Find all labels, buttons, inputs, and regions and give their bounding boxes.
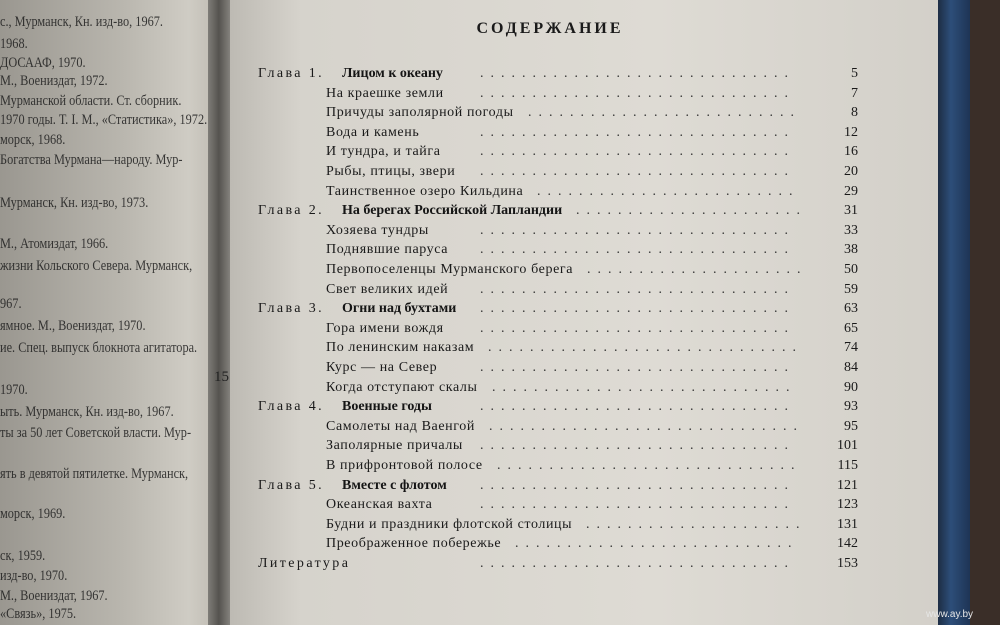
toc-section-row xyxy=(0,282,1000,302)
toc-section-row xyxy=(0,380,1000,400)
left-page-line: 1968. xyxy=(0,36,28,52)
left-page-line: ямное. М., Воениздат, 1970. xyxy=(0,318,146,334)
dot-leader: .............................. xyxy=(480,301,795,316)
page-number: 63 xyxy=(844,301,858,316)
section-title: Свет великих идей xyxy=(326,282,449,297)
page-number: 59 xyxy=(844,282,858,297)
chapter-title: Военные годы xyxy=(342,399,432,414)
page-number: 33 xyxy=(844,223,858,238)
chapter-label: Глава 5. xyxy=(258,478,325,493)
page-number: 121 xyxy=(837,478,858,493)
toc-section-row xyxy=(0,438,1000,458)
section-title: Когда отступают скалы xyxy=(326,380,478,395)
section-title: В прифронтовой полосе xyxy=(326,458,483,473)
page-number: 20 xyxy=(844,164,858,179)
dot-leader: ........................... xyxy=(515,536,799,551)
toc-chapter-row xyxy=(0,66,1000,86)
left-page-line: ыть. Мурманск, Кн. изд-во, 1967. xyxy=(0,404,174,420)
left-page-line: М., Воениздат, 1967. xyxy=(0,588,108,604)
page-number: 101 xyxy=(837,438,858,453)
section-title: Океанская вахта xyxy=(326,497,433,512)
left-page-line: «Связь», 1975. xyxy=(0,606,77,622)
section-title: Вода и камень xyxy=(326,125,420,140)
section-title: Рыбы, птицы, звери xyxy=(326,164,456,179)
dot-leader: .............................. xyxy=(480,86,795,101)
dot-leader: .............................. xyxy=(480,164,795,179)
toc-section-row xyxy=(0,497,1000,517)
chapter-label: Глава 4. xyxy=(258,399,325,414)
left-page-line: ДОСААФ, 1970. xyxy=(0,55,86,71)
page-number: 131 xyxy=(837,517,858,532)
dot-leader: ..................... xyxy=(587,262,808,277)
left-page-line: ие. Спец. выпуск блокнота агитатора. xyxy=(0,340,198,356)
dot-leader: .......................... xyxy=(528,105,801,120)
section-title: Первопоселенцы Мурманского берега xyxy=(326,262,574,277)
page-number: 84 xyxy=(844,360,858,375)
chapter-title: Лицом к океану xyxy=(342,66,443,81)
left-page-line: с., Мурманск, Кн. изд-во, 1967. xyxy=(0,14,163,30)
dot-leader: ..................... xyxy=(586,517,807,532)
toc-chapter-row xyxy=(0,203,1000,223)
dot-leader: .............................. xyxy=(480,223,795,238)
dot-leader: .............................. xyxy=(480,399,795,414)
page-number: 12 xyxy=(844,125,858,140)
dot-leader: .............................. xyxy=(480,282,795,297)
dot-leader: ............................. xyxy=(497,458,802,473)
left-page-line: 967. xyxy=(0,296,22,312)
toc-chapter-row xyxy=(0,478,1000,498)
dot-leader: .............................. xyxy=(489,419,804,434)
left-page-line: 1970. xyxy=(0,382,28,398)
section-title: Заполярные причалы xyxy=(326,438,463,453)
section-title: Причуды заполярной погоды xyxy=(326,105,514,120)
page-number: 29 xyxy=(844,184,858,199)
toc-section-row xyxy=(0,144,1000,164)
page-number: 153 xyxy=(837,556,858,571)
left-page-line: Мурманск, Кн. изд-во, 1973. xyxy=(0,195,149,211)
section-title: И тундра, и тайга xyxy=(326,144,441,159)
left-page-line: Богатства Мурмана—народу. Мур- xyxy=(0,152,183,168)
toc-section-row xyxy=(0,517,1000,537)
dot-leader: .............................. xyxy=(480,125,795,140)
chapter-title: На берегах Российской Лапландии xyxy=(342,203,563,218)
watermark: www.ay.by xyxy=(926,609,974,620)
section-title: Курс — на Север xyxy=(326,360,438,375)
page-number: 74 xyxy=(844,340,858,355)
dot-leader: .............................. xyxy=(480,144,795,159)
left-page-line: жизни Кольского Севера. Мурманск, xyxy=(0,258,193,274)
page-number: 8 xyxy=(851,105,858,120)
left-page-line: Мурманской области. Ст. сборник. xyxy=(0,93,182,109)
dot-leader: .............................. xyxy=(480,66,795,81)
dot-leader: .............................. xyxy=(480,242,795,257)
left-page-line: 1970 годы. Т. I. М., «Статистика», 1972. xyxy=(0,112,208,128)
page-number: 7 xyxy=(851,86,858,101)
toc-chapter-row xyxy=(0,399,1000,419)
page-number: 16 xyxy=(844,144,858,159)
section-title: Таинственное озеро Кильдина xyxy=(326,184,524,199)
page-number: 95 xyxy=(844,419,858,434)
section-title: Гора имени вождя xyxy=(326,321,444,336)
toc-section-row xyxy=(0,184,1000,204)
left-page-line: морск, 1968. xyxy=(0,132,66,148)
section-title: Хозяева тундры xyxy=(326,223,429,238)
section-title: Самолеты над Ваенгой xyxy=(326,419,475,434)
toc-section-row xyxy=(0,105,1000,125)
left-page-line: ты за 50 лет Советской власти. Мур- xyxy=(0,425,192,441)
left-page-line: ять в девятой пятилетке. Мурманск, xyxy=(0,466,189,482)
chapter-label: Глава 1. xyxy=(258,66,325,81)
dot-leader: .............................. xyxy=(480,556,795,571)
page-number: 115 xyxy=(837,458,858,473)
toc-section-row xyxy=(0,86,1000,106)
left-page-line: М., Воениздат, 1972. xyxy=(0,73,108,89)
left-page-line: изд-во, 1970. xyxy=(0,568,68,584)
dot-leader: .............................. xyxy=(480,438,795,453)
section-title: Будни и праздники флотской столицы xyxy=(326,517,573,532)
page-number: 123 xyxy=(837,497,858,512)
section-title: Поднявшие паруса xyxy=(326,242,449,257)
toc-literature-row xyxy=(0,556,1000,576)
chapter-title: Огни над бухтами xyxy=(342,301,457,316)
section-title: По ленинским наказам xyxy=(326,340,475,355)
toc-section-row xyxy=(0,164,1000,184)
chapter-title: Вместе с флотом xyxy=(342,478,447,493)
toc-section-row xyxy=(0,321,1000,341)
toc-chapter-row xyxy=(0,301,1000,321)
dot-leader: .............................. xyxy=(488,340,803,355)
page-number: 38 xyxy=(844,242,858,257)
toc-section-row xyxy=(0,419,1000,439)
page-number: 31 xyxy=(844,203,858,218)
contents-title: СОДЕРЖАНИЕ xyxy=(476,20,624,37)
toc-section-row xyxy=(0,360,1000,380)
chapter-label: Глава 2. xyxy=(258,203,325,218)
left-page-line: морск, 1969. xyxy=(0,506,66,522)
toc-section-row xyxy=(0,340,1000,360)
left-page-line: ск, 1959. xyxy=(0,548,46,564)
dot-leader: .............................. xyxy=(480,478,795,493)
dot-leader: .............................. xyxy=(480,360,795,375)
left-page-number: 15 xyxy=(214,369,229,385)
literature-title: Литература xyxy=(258,556,351,571)
page-number: 50 xyxy=(844,262,858,277)
page-number: 5 xyxy=(851,66,858,81)
dot-leader: ......................... xyxy=(537,184,800,199)
toc-section-row xyxy=(0,536,1000,556)
toc-section-row xyxy=(0,262,1000,282)
left-page-line: М., Атомиздат, 1966. xyxy=(0,236,109,252)
page-number: 90 xyxy=(844,380,858,395)
dot-leader: ............................. xyxy=(492,380,797,395)
toc-section-row xyxy=(0,223,1000,243)
page-number: 142 xyxy=(837,536,858,551)
section-title: На краешке земли xyxy=(326,86,444,101)
chapter-label: Глава 3. xyxy=(258,301,325,316)
toc-section-row xyxy=(0,458,1000,478)
dot-leader: .............................. xyxy=(480,321,795,336)
dot-leader: .............................. xyxy=(480,497,795,512)
toc-section-row xyxy=(0,242,1000,262)
page-number: 93 xyxy=(844,399,858,414)
toc-section-row xyxy=(0,125,1000,145)
page-number: 65 xyxy=(844,321,858,336)
dot-leader: ...................... xyxy=(576,203,807,218)
section-title: Преображенное побережье xyxy=(326,536,502,551)
